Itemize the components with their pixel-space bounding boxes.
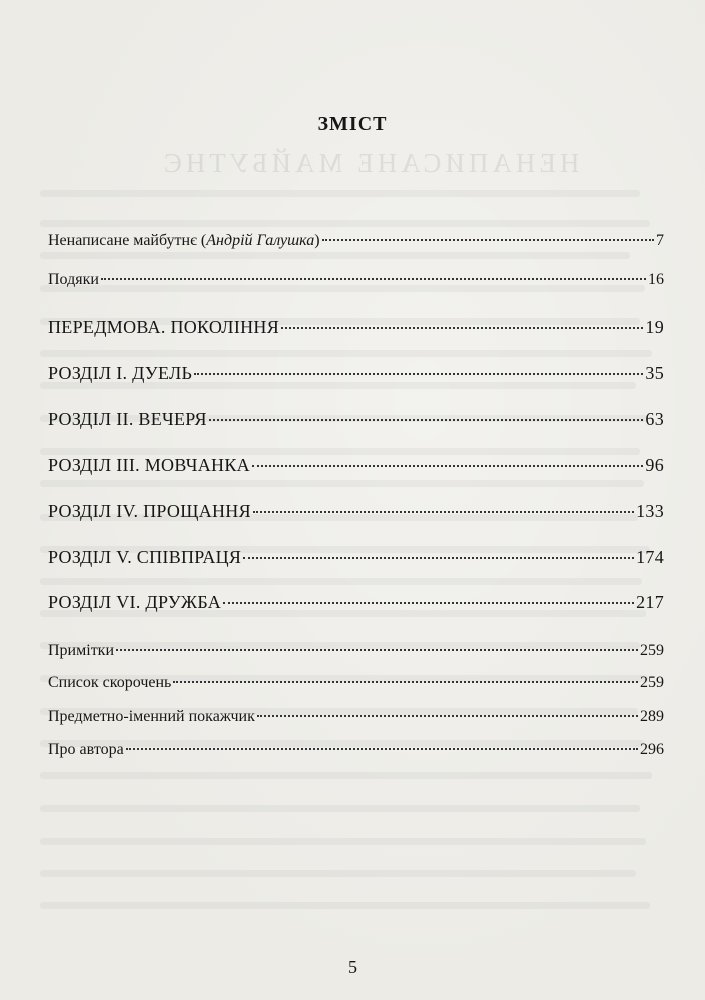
toc-entry-title: Ненаписане майбутнє ( xyxy=(48,232,207,249)
dot-leader xyxy=(173,681,638,683)
toc-entry-title: РОЗДІЛ І. ДУЕЛЬ xyxy=(48,363,193,383)
toc-entry-page: 133 xyxy=(636,501,664,521)
toc-entry-page: 16 xyxy=(648,271,664,288)
dot-leader xyxy=(253,511,634,513)
toc-entry-page: 35 xyxy=(645,363,664,383)
bleed-through-title: НЕНАПИСАНЕ МАЙБУТНЄ xyxy=(160,148,580,178)
toc-entry-index xyxy=(48,708,664,726)
toc-entry-page: 217 xyxy=(636,592,664,612)
dot-leader xyxy=(194,373,643,375)
dot-leader xyxy=(257,715,638,717)
toc-entry-title: Предметно-іменний покажчик xyxy=(48,708,255,725)
toc-entry-abbreviations xyxy=(48,674,664,692)
toc-entry-notes xyxy=(48,642,664,660)
toc-entry-chapter-3 xyxy=(48,455,664,476)
toc-entry-title: РОЗДІЛ IV. ПРОЩАННЯ xyxy=(48,501,251,521)
dot-leader xyxy=(243,557,634,559)
toc-entry-page: 296 xyxy=(640,741,664,758)
toc-entry-page: 259 xyxy=(640,674,664,691)
toc-entry-chapter-1 xyxy=(48,363,664,384)
toc-entry-chapter-6 xyxy=(48,592,664,613)
toc-entry-chapter-4 xyxy=(48,501,664,522)
dot-leader xyxy=(322,239,654,241)
page-title: ЗМІСТ xyxy=(317,113,388,135)
toc-entry-title-close: ) xyxy=(314,232,320,249)
toc-entry-chapter-2 xyxy=(48,409,664,430)
toc-entry-page: 289 xyxy=(640,708,664,725)
dot-leader xyxy=(223,602,634,604)
toc-entry-acknowledgements xyxy=(48,271,664,289)
toc-entry-author: Андрій Галушка xyxy=(206,232,315,249)
toc-entry-title: РОЗДІЛ ІІІ. МОВЧАНКА xyxy=(48,455,250,475)
toc-entry-title: Подяки xyxy=(48,271,99,288)
toc-entry-title: РОЗДІЛ ІІ. ВЕЧЕРЯ xyxy=(48,409,207,429)
page-number: 5 xyxy=(348,957,357,977)
dot-leader xyxy=(126,748,638,750)
toc-entry-title: Про автора xyxy=(48,741,124,758)
toc-entry-title: РОЗДІЛ VI. ДРУЖБА xyxy=(48,592,222,612)
toc-entry-page: 96 xyxy=(645,455,664,475)
dot-leader xyxy=(252,465,643,467)
bleed-through-text xyxy=(40,30,680,970)
toc-entry-preface xyxy=(48,317,664,338)
toc-entry-chapter-5 xyxy=(48,547,664,568)
toc-entry-title: Примітки xyxy=(48,642,115,659)
dot-leader xyxy=(209,419,644,421)
toc-entry-page: 259 xyxy=(640,642,664,659)
toc-entry-page: 7 xyxy=(656,232,664,249)
dot-leader xyxy=(101,278,646,280)
toc-entry-page: 174 xyxy=(636,547,664,567)
toc-entry-page: 63 xyxy=(645,409,664,429)
toc-entry-about-author xyxy=(48,741,664,759)
toc-entry-title: ПЕРЕДМОВА. ПОКОЛІННЯ xyxy=(48,317,280,337)
toc-entry-title: РОЗДІЛ V. СПІВПРАЦЯ xyxy=(48,547,242,567)
dot-leader xyxy=(281,327,643,329)
dot-leader xyxy=(116,649,638,651)
toc-entry-title: Список скорочень xyxy=(48,674,172,691)
toc-entry-foreword xyxy=(48,232,664,250)
toc-entry-page: 19 xyxy=(645,317,664,337)
